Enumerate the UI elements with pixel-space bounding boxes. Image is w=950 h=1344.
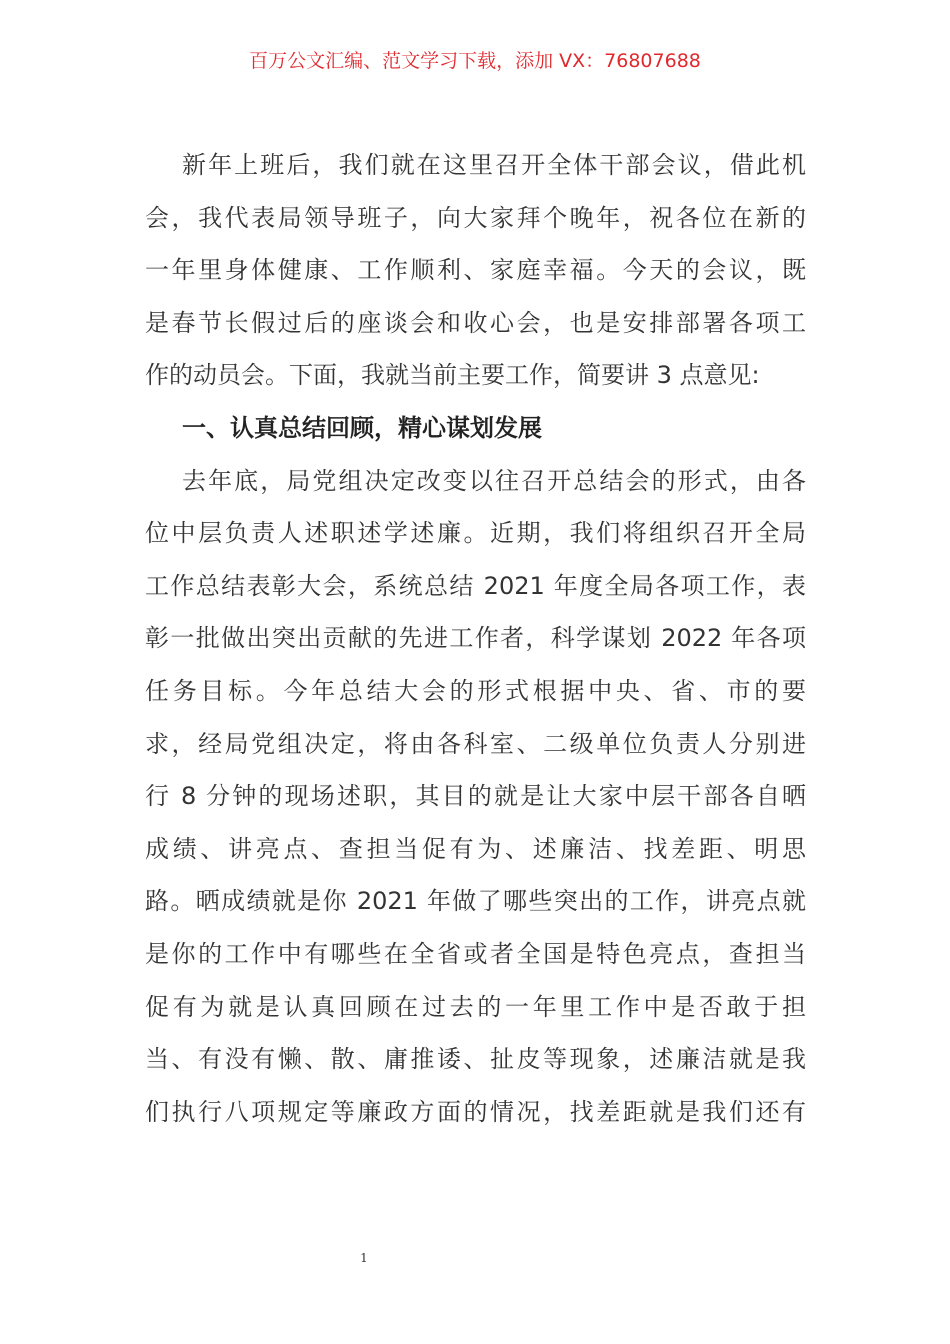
paragraph-line: 促有为就是认真回顾在过去的一年里工作中是否敢于担 (145, 992, 806, 1021)
paragraph-line: 作的动员会。下面，我就当前主要工作，简要讲 3 点意见: (145, 361, 760, 390)
paragraph-line: 任务目标。今年总结大会的形式根据中央、省、市的要 (145, 676, 806, 705)
paragraph-line: 成绩、讲亮点、查担当促有为、述廉洁、找差距、明思 (145, 834, 806, 863)
paragraph-line: 路。晒成绩就是你 2021 年做了哪些突出的工作，讲亮点就 (145, 887, 806, 916)
paragraph-line: 新年上班后，我们就在这里召开全体干部会议，借此机 (182, 151, 806, 179)
paragraph-line: 会，我代表局领导班子，向大家拜个晚年，祝各位在新的 (145, 203, 806, 232)
paragraph-line: 是春节长假过后的座谈会和收心会，也是安排部署各项工 (145, 308, 806, 337)
paragraph-line: 工作总结表彰大会，系统总结 2021 年度全局各项工作，表 (145, 571, 806, 600)
paragraph-line: 们执行八项规定等廉政方面的情况，找差距就是我们还有 (145, 1097, 806, 1126)
paragraph-line: 一年里身体健康、工作顺利、家庭幸福。今天的会议，既 (145, 256, 806, 285)
paragraph-line: 当、有没有懒、散、庸推诿、扯皮等现象，述廉洁就是我 (145, 1045, 806, 1074)
paragraph-line: 求，经局党组决定，将由各科室、二级单位负责人分别进 (145, 729, 806, 758)
paragraph-line: 彰一批做出突出贡献的先进工作者，科学谋划 2022 年各项 (145, 624, 806, 653)
watermark-header: 百万公文汇编、范文学习下载，添加 VX：76807688 (249, 50, 701, 72)
paragraph-line: 去年底，局党组决定改变以往召开总结会的形式，由各 (182, 466, 806, 495)
document-body (145, 145, 806, 1144)
paragraph-line: 行 8 分钟的现场述职，其目的就是让大家中层干部各自晒 (145, 782, 806, 811)
section-heading: 一、认真总结回顾，精心谋划发展 (182, 413, 542, 442)
page-number: 1 (360, 1251, 368, 1265)
paragraph-line: 位中层负责人述职述学述廉。近期，我们将组织召开全局 (145, 519, 806, 548)
paragraph-line: 是你的工作中有哪些在全省或者全国是特色亮点，查担当 (145, 939, 806, 968)
